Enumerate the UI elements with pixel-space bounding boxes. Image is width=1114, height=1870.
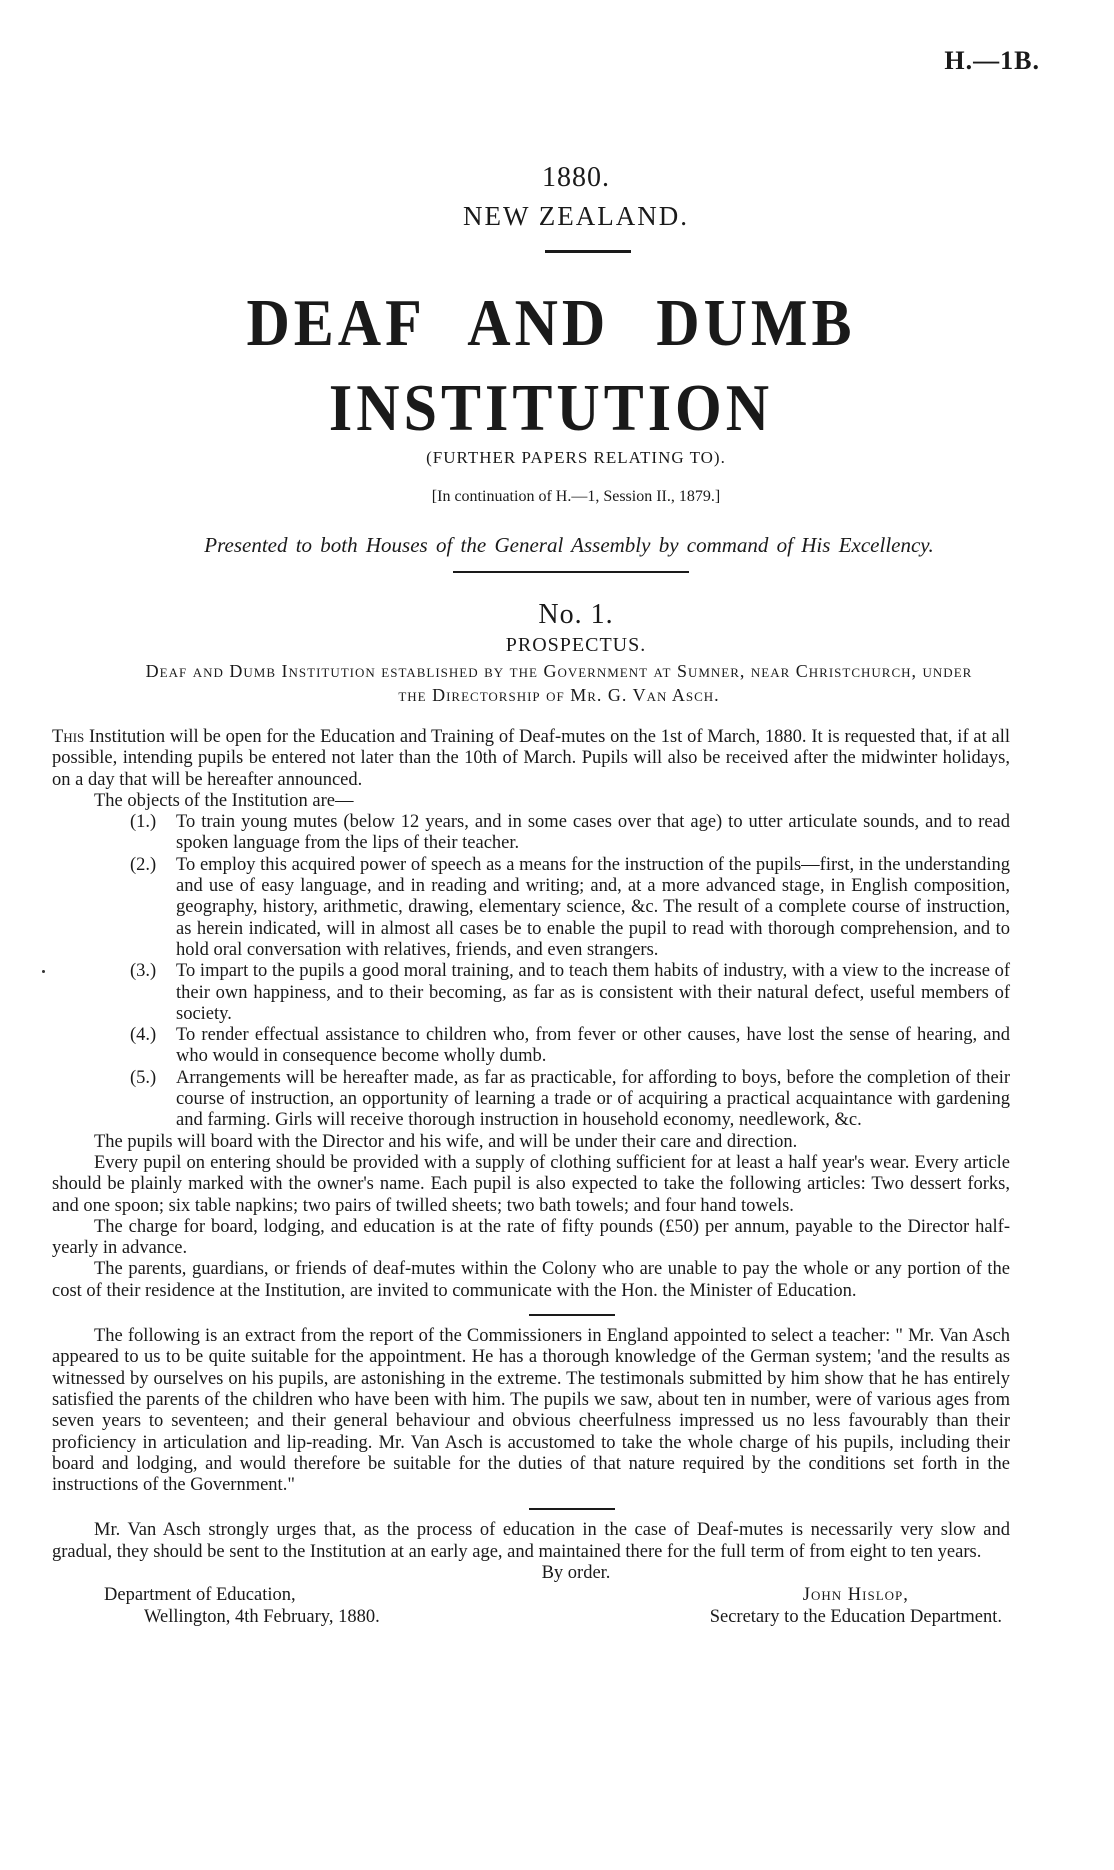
by-order: By order. [541,1562,611,1583]
object-item [130,961,1010,1025]
department-line: Department of Education, [104,1585,296,1606]
charge-paragraph: The charge for board, lodging, and education is at the rate of fifty pounds (£50) per annum, payable to the Director half-yearly in advance. [52,1216,1010,1259]
year: 1880. [542,162,610,193]
establishment-line: Deaf and Dumb Institution established by the Government at Sumner, near Christchurch, under the Directorship of Mr. G. Van Asch. [145,661,973,705]
object-text: To render effectual assistance to children who, from fever or other causes, have lost the sense of hearing, and who would in consequence become wholly dumb. [176,1025,1010,1067]
country: NEW ZEALAND. [463,201,689,231]
place-date-line: Wellington, 4th February, 1880. [144,1607,380,1628]
urges-paragraph: Mr. Van Asch strongly urges that, as the process of education in the case of Deaf-mutes is necessarily very slow and gradual, they should be sent to the Institution at an early age, and maintained there for the full term of from eight to ten years. [52,1520,1010,1562]
object-item [130,1068,1010,1132]
signature-block [52,1584,1010,1628]
paper-reference: H.—1B. [944,46,1040,75]
board-paragraph: The pupils will board with the Director and his wife, and will be under their care and direction. [94,1131,798,1152]
object-number: (3.) [130,961,157,982]
extract-paragraph: The following is an extract from the report of the Commissioners in England appointed to select a teacher: " Mr. Van Asch appeared to us to be quite suitable for the appointment. He has a thorough knowledge of the German system; 'and the results as witnessed by ourselves on his pupils, are astonishing in the extreme. The testimonals submitted by him show that he has entirely satisfied the parents of the children who have been with him. The pupils we saw, about ten in number, were of various ages from seven years to seventeen; and their general behaviour and obvious cheerfulness impressed us no less favourably than their proficiency in articulation and lip-reading. Mr. Van Asch is accustomed to take the whole charge of his pupils, including their board and lodging, and would therefore be suitable for the duties of that nature required by the conditions set forth in the instructions of the Government." [52,1326,1010,1496]
signoff-right [710,1584,1010,1628]
signatory-position: Secretary to the Education Department. [709,1607,1002,1628]
section-heading: PROSPECTUS. [505,634,647,656]
section-rule [529,1314,615,1316]
parents-paragraph: The parents, guardians, or friends of deaf-mutes within the Colony who are unable to pay the whole or any portion of the cost of their residence at the Institution, are invited to communicate with the Hon. the Minister of Education. [52,1259,1010,1301]
signatory-name: John Hislop, [802,1585,909,1606]
object-text: Arrangements will be hereafter made, as far as practicable, for affording to boys, before the completion of their course of instruction, an opportunity of learning a trade or of acquiring a practical acquaintance with gardening and farming. Girls will receive thorough instruction in household economy, needlework, &c. [176,1067,1010,1131]
clothing-paragraph: Every pupil on entering should be provided with a supply of clothing sufficient for at least a half year's wear. Every article should be plainly marked with the owner's name. Each pupil is also expected to take the following articles: Two dessert forks, and one spoon; six table napkins; two pairs of twilled sheets; two bath towels; and four hand towels. [52,1152,1010,1216]
object-number: (5.) [130,1067,157,1088]
object-number: (1.) [130,812,157,833]
document-title: DEAF AND DUMB INSTITUTION [246,285,856,445]
margin-speck [42,970,45,973]
intro-paragraph [52,727,1010,791]
object-number: (2.) [130,854,157,875]
intro-lead: This [52,727,85,747]
presented-line: Presented to both Houses of the General Assembly by command of His Excellency. [204,533,934,557]
object-item [130,812,1010,855]
title-rule [545,250,631,253]
document-subtitle: (FURTHER PAPERS RELATING TO). [426,448,726,467]
object-text: To train young mutes (below 12 years, and in some cases over that age) to utter articulate sounds, and to read spoken language from the lips of their teacher. [176,812,1010,854]
object-text: To impart to the pupils a good moral training, and to teach them habits of industry, with a view to the increase of their own happiness, and to their becoming, as far as is consistent with their natural defect, useful members of society. [176,961,1010,1024]
continuation-note: [In continuation of H.—1, Session II., 1879.] [431,488,721,505]
object-number: (4.) [130,1025,157,1046]
intro-rest: Institution will be open for the Education and Training of Deaf-mutes on the 1st of March, 1880. It is requested that, if at all possible, intending pupils be entered not later than the 10th of March. Pupils will also be received after the midwinter holidays, on a day that will be hereafter announced. [52,727,1010,790]
object-text: To employ this acquired power of speech as a means for the instruction of the pupils—first, in the understanding and use of easy language, and in reading and writing; and, at a more advanced stage, in English composition, geography, history, arithmetic, drawing, elementary science, &c. The result of a complete course of instruction, as herein indicated, will in almost all cases be to enable the pupil to read with thorough comprehension, and to hold oral conversation with relatives, friends, and even strangers. [176,854,1010,960]
document-number: No. 1. [538,599,614,630]
objects-intro: The objects of the Institution are— [94,790,354,811]
presented-rule [453,571,689,573]
signoff-left [52,1584,380,1628]
object-item [130,855,1010,961]
body-text [52,727,1010,1584]
object-item [130,1025,1010,1068]
section-rule [529,1508,615,1510]
